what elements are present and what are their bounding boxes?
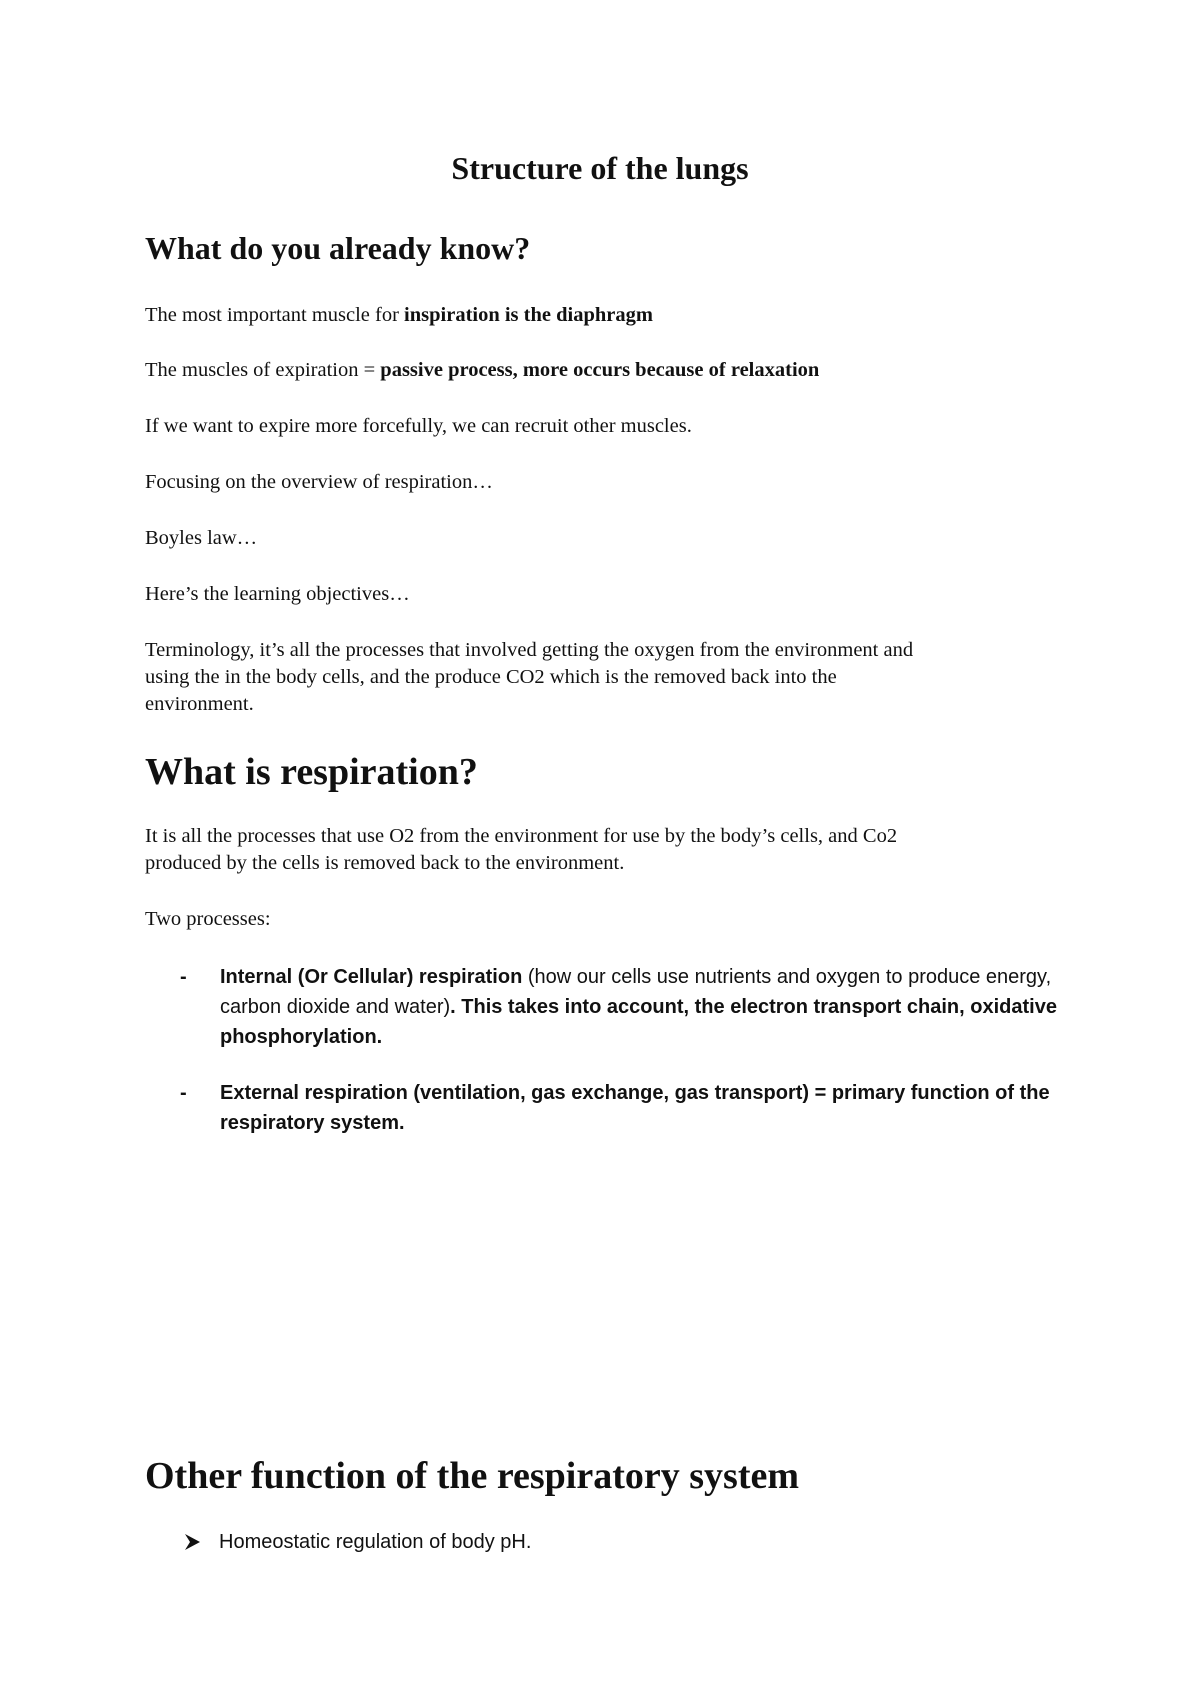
paragraph-terminology-line-1: Terminology, it’s all the processes that involved getting the oxygen from the environment and (145, 639, 914, 661)
paragraph-expiration (145, 357, 1075, 384)
paragraph-terminology (145, 637, 1075, 718)
list-item-internal-text (220, 962, 1080, 1052)
heading-what-is-respiration: What is respiration? (145, 751, 478, 793)
list-item-external-respiration (180, 1078, 1080, 1138)
arrow-bullet-icon (183, 1533, 219, 1551)
list-item-homeostatic (183, 1527, 531, 1557)
paragraph-expiration-text: The muscles of expiration = (145, 359, 381, 381)
paragraph-inspiration-bold: inspiration is the diaphragm (404, 304, 653, 326)
paragraph-overview: Focusing on the overview of respiration… (145, 471, 493, 493)
paragraph-inspiration (145, 302, 1075, 329)
list-item-external-text: External respiration (ventilation, gas exchange, gas transport) = primary function of the respiratory system. (220, 1082, 1050, 1134)
heading-other-function: Other function of the respiratory system (145, 1455, 799, 1497)
arrow-bullet-icon-svg (183, 1533, 201, 1551)
internal-respiration-detail: . This takes into account, the electron transport chain, oxidative phosphorylation. (220, 996, 1057, 1048)
internal-respiration-term: Internal (Or Cellular) respiration (220, 966, 523, 988)
paragraph-respiration-definition (145, 823, 1075, 877)
paragraph-boyles-law: Boyles law… (145, 527, 258, 549)
paragraph-respiration-line-1: It is all the processes that use O2 from the environment for use by the body’s cells, and Co2 (145, 825, 898, 847)
internal-respiration-paren: ( (522, 966, 535, 988)
page-title: Structure of the lungs (451, 150, 749, 186)
paragraph-learning-objectives: Here’s the learning objectives… (145, 583, 410, 605)
paragraph-inspiration-text: The most important muscle for (145, 304, 405, 326)
paragraph-expiration-bold: passive process, more occurs because of relaxation (380, 359, 820, 381)
paragraph-terminology-line-2: using the in the body cells, and the produce CO2 which is the removed back into the (145, 666, 837, 688)
bullet-dash: - (180, 966, 187, 988)
internal-respiration-parenthetical: how our cells use nutrients and oxygen to produce energy, carbon dioxide and water) (220, 966, 1052, 1018)
paragraph-two-processes: Two processes: (145, 908, 271, 930)
paragraph-recruit-muscles: If we want to expire more forcefully, we can recruit other muscles. (145, 415, 692, 437)
heading-what-do-you-already-know: What do you already know? (145, 230, 531, 266)
bullet-dash: - (180, 1082, 187, 1104)
paragraph-respiration-line-2: produced by the cells is removed back to the environment. (145, 852, 625, 874)
paragraph-terminology-line-3: environment. (145, 693, 254, 715)
list-item-homeostatic-text: Homeostatic regulation of body pH. (219, 1531, 532, 1553)
list-item-internal-respiration (180, 962, 1080, 1052)
